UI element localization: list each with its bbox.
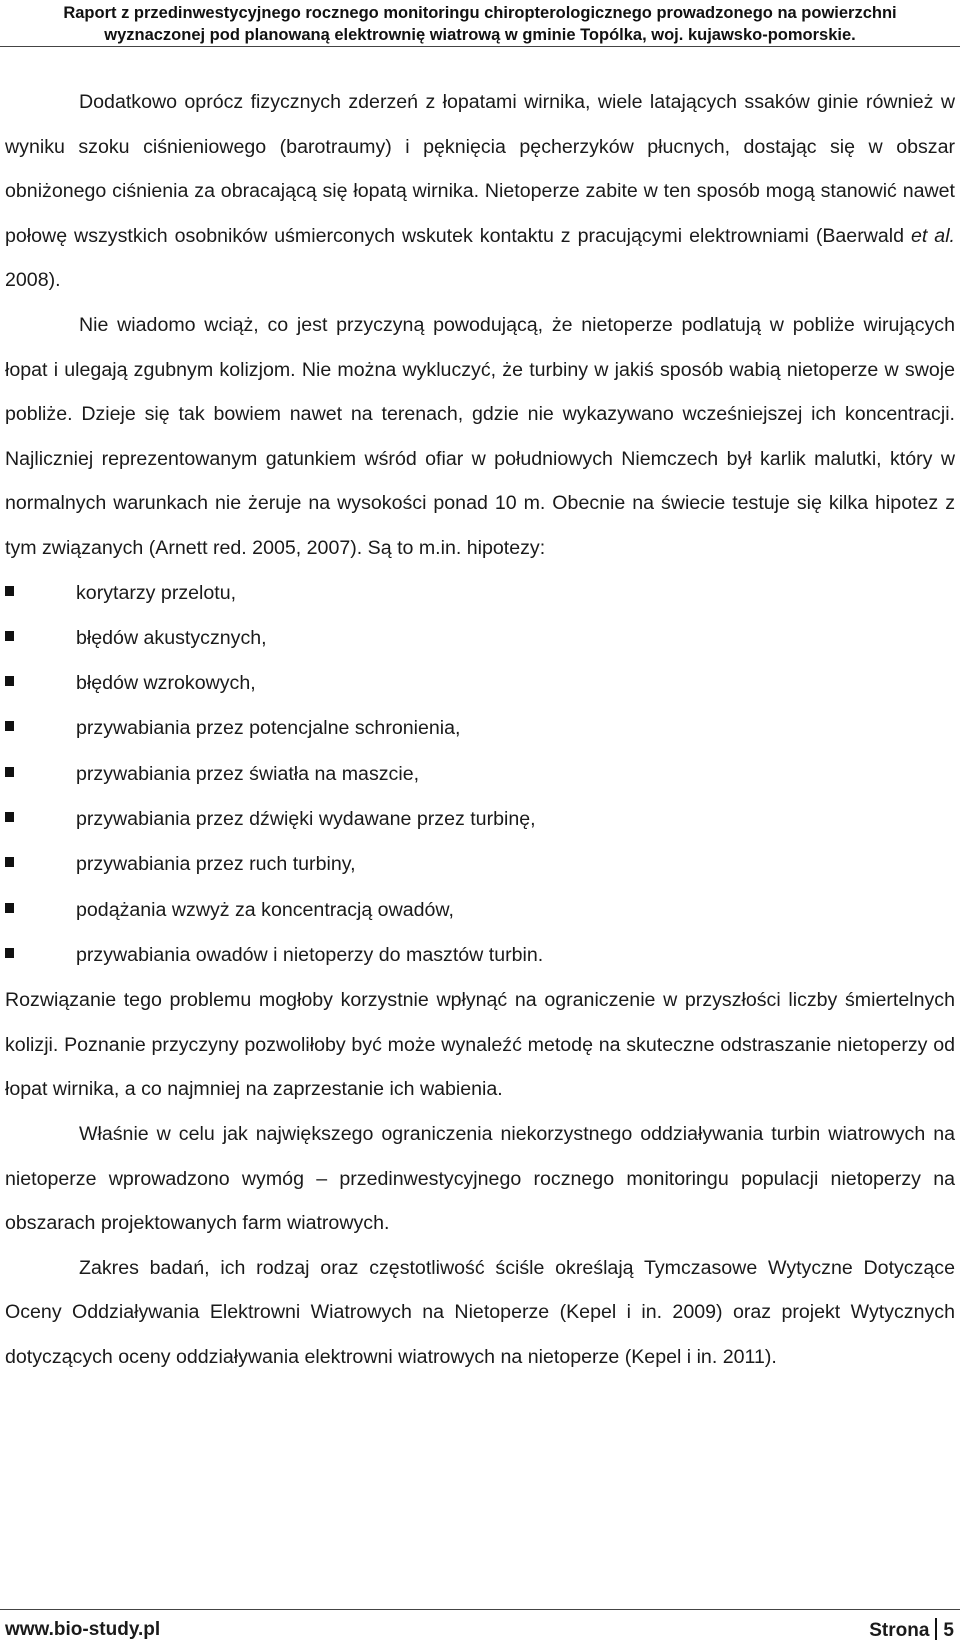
list-item-text: przywabiania przez światła na maszcie, [76,762,420,785]
paragraph-guidelines: Zakres badań, ich rodzaj oraz częstotliwość ściśle określają Tymczasowe Wytyczne Dotyczące Oceny Oddziaływania Elektrowni Wiatrowych na Nietoperze (Kepel i in. 2009) oraz projekt Wytycznych dotyczących oceny oddziaływania elektrowni wiatrowych na nietoperze (Kepel i in. 2011). [5,1256,955,1368]
list-item [5,661,955,706]
page-separator [935,1618,937,1640]
square-bullet-icon [5,586,14,596]
header-divider [0,46,960,47]
list-item-text: błędów wzrokowych, [76,672,256,695]
square-bullet-icon [5,767,14,777]
list-item-text: przywabiania przez dźwięki wydawane przez turbinę, [76,808,536,831]
footer-page-number [869,1618,954,1643]
list-item [5,933,955,978]
page-label: Strona [869,1620,930,1641]
list-item [5,706,955,751]
header-title-line-2: wyznaczonej pod planowaną elektrownię wiatrową w gminie Topólka, woj. kujawsko-pomorskie. [104,26,856,44]
square-bullet-icon [5,676,14,686]
document-body [5,80,955,1380]
header-title-line-1: Raport z przedinwestycyjnego rocznego monitoringu chiropterologicznego prowadzonego na powierzchni [63,4,897,22]
list-item-text: błędów akustycznych, [76,626,267,649]
paragraph-attraction-causes: Nie wiadomo wciąż, co jest przyczyną powodującą, że nietoperze podlatują w pobliże wirujących łopat i ulegają zgubnym kolizjom. Nie można wykluczyć, że turbiny w jakiś sposób wabią nietoperze w swoje pobliże. Dzieje się tak bowiem nawet na terenach, gdzie nie wykazywano wcześniejszej ich koncentracji. Najliczniej reprezentowanym gatunkiem wśród ofiar w południowych Niemczech był karlik malutki, który w normalnych warunkach nie żeruje na wysokości ponad 10 m. Obecnie na świecie testuje się kilka hipotez z tym związanych (Arnett red. 2005, 2007). Są to m.in. hipotezy: [5,313,955,559]
list-item-text: podążania wzwyż za koncentracją owadów, [76,898,454,921]
list-item [5,797,955,842]
hypotheses-list [5,571,955,979]
square-bullet-icon [5,948,14,958]
paragraph-barotrauma [5,80,955,303]
list-item-text: korytarzy przelotu, [76,581,237,604]
footer-divider [0,1609,960,1610]
page-header [0,0,960,50]
paragraph-solution: Rozwiązanie tego problemu mogłoby korzystnie wpłynąć na ograniczenie w przyszłości liczby śmiertelnych kolizji. Poznanie przyczyny pozwoliłoby być może wynaleźć metodę na skuteczne odstraszanie nietoperzy od łopat wirnika, a co najmniej na zaprzestanie ich wabienia. [5,989,955,1101]
list-item-text: przywabiania owadów i nietoperzy do masztów turbin. [76,943,544,966]
citation-et-al: et al. [911,224,955,247]
list-item [5,616,955,661]
square-bullet-icon [5,903,14,913]
square-bullet-icon [5,812,14,822]
list-item [5,571,955,616]
paragraph-monitoring-requirement: Właśnie w celu jak największego ograniczenia niekorzystnego oddziaływania turbin wiatrowych na nietoperze wprowadzono wymóg – przedinwestycyjnego rocznego monitoringu populacji nietoperzy na obszarach projektowanych farm wiatrowych. [5,1122,955,1235]
list-item [5,842,955,887]
square-bullet-icon [5,721,14,731]
page-number: 5 [943,1620,954,1641]
paragraph-barotrauma-year: 2008). [5,269,61,292]
square-bullet-icon [5,857,14,867]
list-item [5,888,955,933]
paragraph-barotrauma-text: Dodatkowo oprócz fizycznych zderzeń z łopatami wirnika, wiele latających ssaków ginie również w wyniku szoku ciśnieniowego (barotraumy) i pęknięcia pęcherzyków płucnych, dostając się w obszar obniżonego ciśnienia za obracającą się łopatą wirnika. Nietoperze zabite w ten sposób mogą stanowić nawet połowę wszystkich osobników uśmierconych wskutek kontaktu z pracującymi elektrowniami (Baerwald [5,91,955,247]
list-item-text: przywabiania przez potencjalne schronienia, [76,717,461,740]
list-item [5,752,955,797]
footer-website-link[interactable]: www.bio-study.pl [5,1619,161,1640]
list-item-text: przywabiania przez ruch turbiny, [76,853,356,876]
square-bullet-icon [5,631,14,641]
